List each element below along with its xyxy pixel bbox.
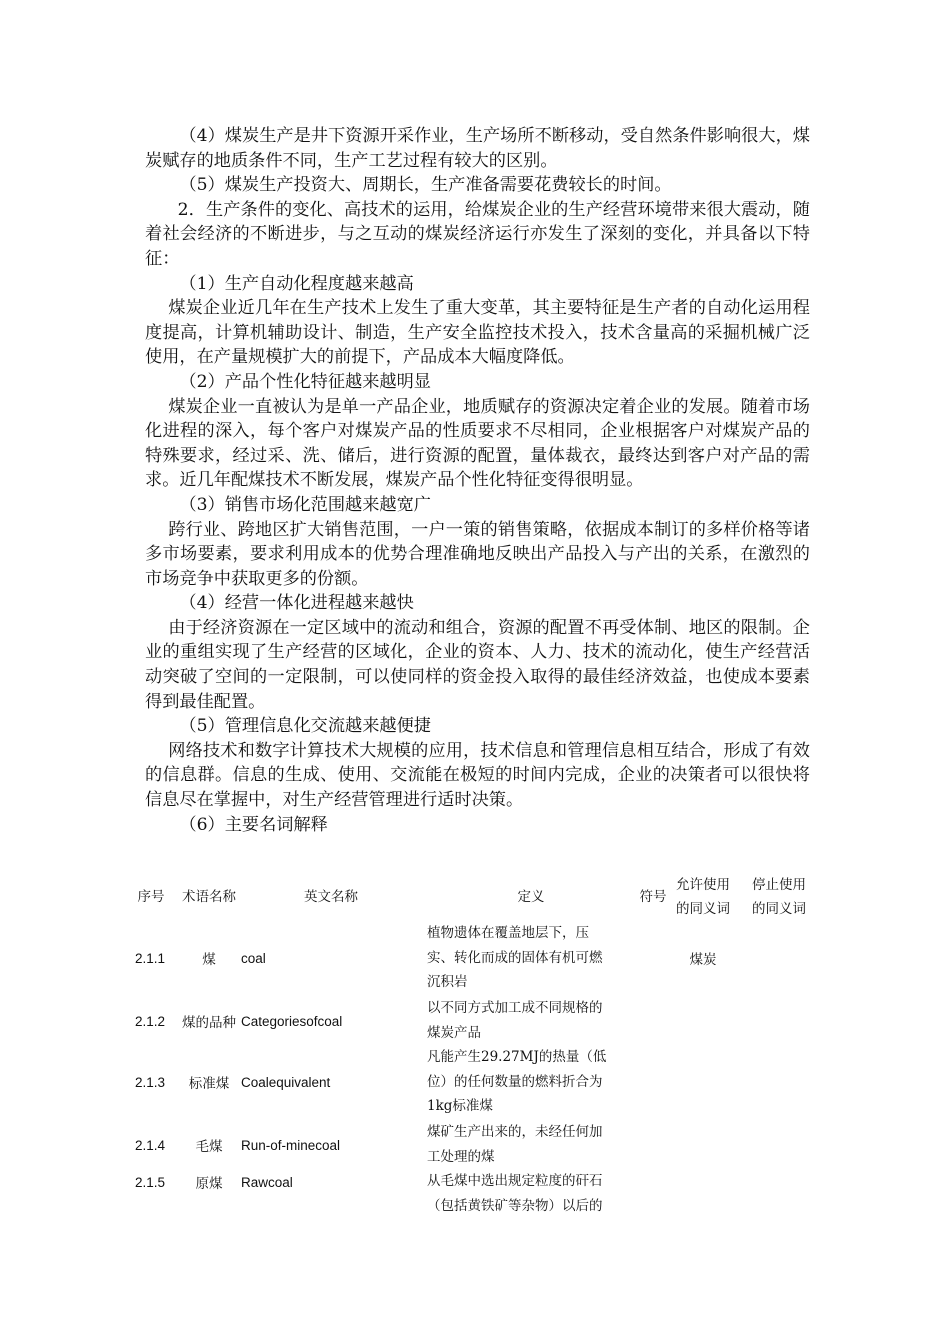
table-row [131,921,821,995]
table-row [131,1169,821,1219]
cell-term: 原煤 [195,1176,223,1192]
cell-seq: 2.1.2 [135,1013,166,1029]
cell-english: coal [241,950,266,966]
cell-seq: 2.1.4 [135,1137,166,1153]
table-row [131,1045,821,1119]
cell-seq: 2.1.1 [135,950,166,966]
subheading: （1）生产自动化程度越来越高 [179,273,414,294]
header-definition: 定义 [517,888,545,905]
cell-seq: 2.1.3 [135,1074,166,1090]
paragraph: （5）煤炭生产投资大、周期长，生产准备需要花费较长的时间。 [179,175,672,196]
paragraph: 2．生产条件的变化、高技术的运用，给煤炭企业的生产经营环境带来很大震动，随着社会经济的不断进步，与之互动的煤炭经济运行亦发生了深刻的变化，并具备以下特征： [145,199,810,269]
definition-line: （包括黄铁矿等杂物）以后的 [427,1197,603,1214]
cell-term: 标准煤 [188,1076,230,1092]
header-stopped-synonyms [747,869,811,924]
table-row [131,1120,821,1170]
definition-line: 以不同方式加工成不同规格的 [427,1000,603,1016]
definition-line: 从毛煤中选出规定粒度的矸石 [427,1173,603,1189]
cell-term: 毛煤 [195,1139,223,1155]
subheading: （5）管理信息化交流越来越便捷 [179,716,431,737]
definition-line: 1kg标准煤 [427,1098,493,1114]
definition-line: 工处理的煤 [427,1148,495,1165]
subheading: （2）产品个性化特征越来越明显 [179,371,431,392]
header-allowed-synonyms [671,869,735,924]
table-row [131,996,821,1046]
cell-english: Run-of-minecoal [241,1137,341,1153]
definition-line: 煤矿生产出来的，未经任何加 [427,1124,603,1140]
cell-allowed: 煤炭 [689,952,717,968]
cell-term: 煤的品种 [182,1015,236,1031]
paragraph: （4）煤炭生产是井下资源开采作业，生产场所不断移动，受自然条件影响很大，煤炭赋存的地质条件不同，生产工艺过程有较大的区别。 [145,126,810,171]
header-seq: 序号 [137,888,165,905]
header-allowed-line: 允许使用 [676,876,730,893]
cell-definition [427,1120,627,1169]
cell-english: Rawcoal [241,1174,293,1190]
definition-line: 植物遗体在覆盖地层下，压 [427,925,589,941]
cell-english: Categoriesofcoal [241,1013,343,1029]
header-stopped-line: 的同义词 [752,900,806,917]
cell-definition [427,996,627,1045]
definition-line: 凡能产生29.27MJ的热量（低 [427,1049,607,1065]
subheading: （3）销售市场化范围越来越宽广 [179,494,431,515]
definition-line: 实、转化而成的固体有机可燃 [427,949,603,966]
cell-definition [427,1045,627,1119]
definition-line: 煤炭产品 [427,1024,481,1041]
header-allowed-line: 的同义词 [676,900,730,917]
definition-line: 位）的任何数量的燃料折合为 [427,1073,603,1090]
cell-seq: 2.1.5 [135,1174,166,1190]
cell-definition [427,1169,627,1218]
paragraph: 煤炭企业一直被认为是单一产品企业，地质赋存的资源决定着企业的发展。随着市场化进程的深入，每个客户对煤炭产品的性质要求不尽相同，企业根据客户对煤炭产品的特殊要求，经过采、洗、储后，进行资源的配置，量体裁衣，最终达到客户对产品的需求。近几年配煤技术不断发展，煤炭产品个性化特征变得很明显。 [145,396,810,491]
header-stopped-line: 停止使用 [752,876,806,893]
header-term: 术语名称 [182,888,236,905]
subheading: （4）经营一体化进程越来越快 [179,593,414,614]
header-symbol: 符号 [639,888,667,905]
definition-line: 沉积岩 [427,974,468,990]
cell-definition [427,921,627,995]
cell-english: Coalequivalent [241,1074,331,1090]
paragraph: 跨行业、跨地区扩大销售范围，一户一策的销售策略，依据成本制订的多样价格等诸多市场要素，要求利用成本的优势合理准确地反映出产品投入与产出的关系，在激烈的市场竞争中获取更多的份额。 [145,519,810,589]
subheading: （6）主要名词解释 [179,814,328,835]
cell-term: 煤 [202,952,216,968]
body-text [145,124,810,837]
paragraph: 网络技术和数字计算技术大规模的应用，技术信息和管理信息相互结合，形成了有效的信息群。信息的生成、使用、交流能在极短的时间内完成，企业的决策者可以很快将信息尽在掌握中，对生产经营管理进行适时决策。 [145,740,810,811]
paragraph: 由于经济资源在一定区域中的流动和组合，资源的配置不再受体制、地区的限制。企业的重组实现了生产经营的区域化，企业的资本、人力、技术的流动化，使生产经营活动突破了空间的一定限制，可以使同样的资金投入取得的最佳经济效益，也使成本要素得到最佳配置。 [145,617,810,712]
paragraph: 煤炭企业近几年在生产技术上发生了重大变革，其主要特征是生产者的自动化运用程度提高，计算机辅助设计、制造，生产安全监控技术投入，技术含量高的采掘机械广泛使用，在产量规模扩大的前提下，产品成本大幅度降低。 [145,298,810,368]
header-english: 英文名称 [304,888,358,905]
